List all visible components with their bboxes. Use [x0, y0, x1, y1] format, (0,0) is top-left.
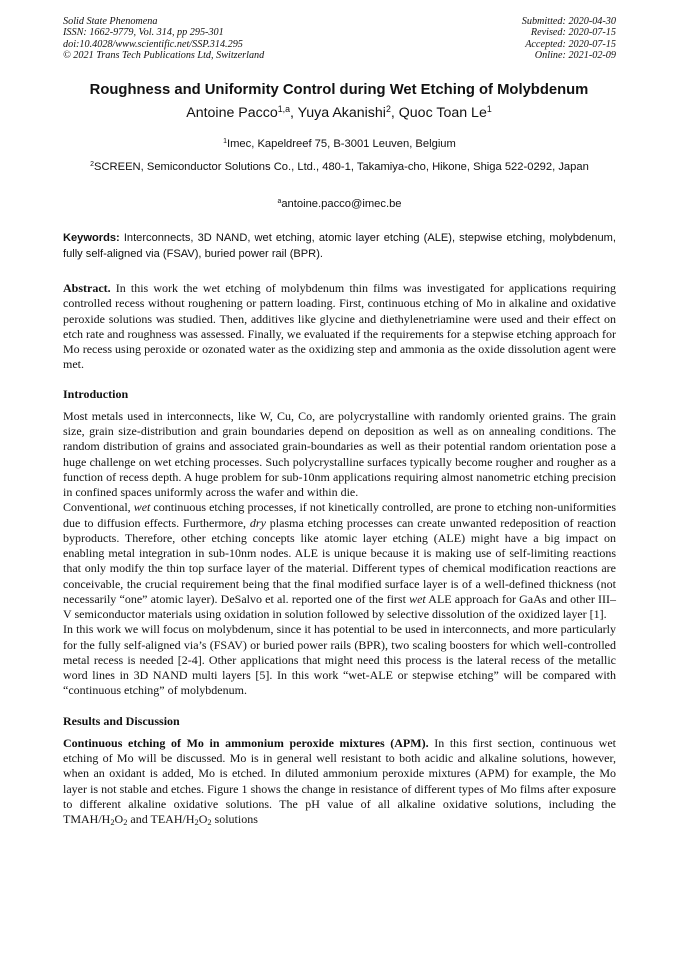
author-list: [40, 104, 638, 122]
paper-title: Roughness and Uniformity Control during Wet Etching of Molybdenum: [89, 82, 589, 98]
copyright-line: © 2021 Trans Tech Publications Ltd, Switzerland: [63, 49, 265, 61]
online-date: Online: 2021-02-09: [534, 49, 616, 61]
affiliation-mark: 2: [90, 161, 95, 169]
intro-paragraph-1: Most metals used in interconnects, like W, Cu, Co, are polycrystalline with randomly oriented grains. The grain size, grain size-distribution and grain boundaries depend on deposition as well as on annealing conditions. The random distribution of grains and associated grain-boundaries as well as their potential random orientation pose a huge challenge on wet etching processes. Such polycrystalline surfaces typically become rougher and rougher as a function of recess depth. A huge problem for sub-10nm applications requiring almost nanometric etching precision in confined spaces uniformly across the wafer and within die.: [63, 408, 616, 499]
text-run: continuous etching processes, if not kinetically controlled, are prone to etching non-uniformities due to diffusion effects. Furthermore,: [63, 500, 616, 530]
author-name: Yuya Akanishi: [297, 105, 386, 121]
intro-paragraph-2: [63, 500, 616, 622]
affiliation-text: SCREEN, Semiconductor Solutions Co., Ltd., 480-1, Takamiya-cho, Hikone, Shiga 522-0292, Japan: [94, 161, 589, 173]
submitted-date: Submitted: 2020-04-30: [521, 16, 616, 27]
spacer: [63, 402, 616, 409]
italic-run: dry: [249, 515, 266, 530]
spacer: [63, 373, 616, 387]
header-right: [522, 16, 616, 61]
author-separator: ,: [289, 105, 298, 121]
subscript: 2: [194, 818, 199, 828]
text-run: ALE approach for GaAs and other III–V semiconductor materials using oxidation in solution followed by selective dissolution of the oxidized layer [1].: [63, 591, 616, 621]
revised-date: Revised: 2020-07-15: [530, 27, 616, 39]
author-name: Antoine Pacco: [186, 105, 278, 121]
text-run: plasma etching processes can create unwanted redeposition of reaction byproducts. Therefore, other etching concepts like atomic layer etching (ALE) might have a big impact on enabling metal integration in sub-10nm nodes. ALE is unique because it is making use of self-limiting reactions that only modify the thin top surface layer of the material. Different types of chemical modification reactions are conceivable, the crucial requirement being that the final modified surface layer is of a well-defined thickness (not necessarily “one” atomic layer). DeSalvo et al. reported one of the first: [63, 515, 616, 606]
email-text: antoine.pacco@imec.be: [281, 198, 402, 210]
affiliation-1: [63, 137, 616, 152]
abstract-text: In this work the wet etching of molybdenum thin films was investigated for applications requiring controlled recess without roughening or pattern loading. First, continuous etching of Mo in alkaline and oxidative peroxide solutions was studied. Then, additives like glycine and diethylenetriamine were used and their effect on etch rate and roughness was assessed. Finally, we evaluated if the requirements for a stepwise etching approach for Mo recess using peroxide or ozonated water as the oxidizing step and ammonia as the oxide dissolution agent were met.: [63, 281, 616, 372]
italic-run: wet: [409, 591, 426, 606]
author-affiliation-mark: 2: [385, 104, 391, 115]
abstract: [63, 281, 616, 373]
affiliation-email: [63, 197, 616, 212]
doi-line: doi:10.4028/www.scientific.net/SSP.314.295: [63, 38, 243, 50]
introduction-heading: Introduction: [63, 386, 129, 401]
text-run: O: [114, 812, 124, 826]
results-paragraph-1: [63, 736, 616, 828]
author-separator: ,: [390, 105, 399, 121]
results-heading: Results and Discussion: [63, 713, 180, 728]
text-run: and TEAH/H: [127, 812, 195, 826]
subscript: 2: [207, 818, 212, 828]
text-run: solutions: [211, 812, 258, 826]
keywords-text: Interconnects, 3D NAND, wet etching, atomic layer etching (ALE), stepwise etching, molybdenum, fully self-aligned via (FSAV), buried power rail (BPR).: [63, 232, 616, 260]
spacer: [63, 729, 616, 736]
spacer: [63, 699, 616, 714]
text-run: Conventional,: [63, 500, 134, 515]
accepted-date: Accepted: 2020-07-15: [525, 38, 616, 50]
text-run: In this first section, continuous wet etching of Mo will be discussed. Mo is in general well resistant to both acidic and alkaline solutions, however, when an oxidant is added, Mo is etched. In diluted ammonium peroxide mixtures (APM) for example, the Mo layer is not stable and etches. Figure 1 shows the change in resistance of different types of Mo films after exposure to different alkaline oxidative solutions. The pH value of all alkaline oxidative solutions, including the TMAH/H: [63, 735, 616, 826]
keywords: [63, 230, 616, 262]
issn-line: ISSN: 1662-9779, Vol. 314, pp 295-301: [63, 27, 224, 39]
italic-run: wet: [133, 500, 151, 515]
affiliation-2: [70, 160, 609, 175]
affiliation-mark: 1: [223, 138, 227, 146]
journal-name: Solid State Phenomena: [63, 16, 158, 27]
text-run: O: [198, 812, 208, 826]
author-name: Quoc Toan Le: [398, 105, 487, 121]
results-lead: Continuous etching of Mo in ammonium peroxide mixtures (APM).: [63, 735, 429, 750]
author-affiliation-mark: 1,a: [277, 104, 290, 115]
intro-paragraph-3: In this work we will focus on molybdenum, since it has potential to be used in interconnects, and more particularly for the fully self-aligned via’s (FSAV) or buried power rails (BPR), two scaling boosters for which well-controlled metal recess is needed [2-4]. Other applications that might need this process is the lateral recess of the metallic word lines in 3D NAND multi layers [5]. In this work “wet-ALE or stepwise etching” will be compared with “continuous etching” of molybdenum.: [63, 622, 616, 698]
affiliation-mark: a: [277, 198, 282, 206]
subscript: 2: [110, 818, 115, 828]
paper-body: [63, 281, 616, 827]
subscript: 2: [123, 818, 128, 828]
header-left: [63, 16, 264, 61]
keywords-label: Keywords:: [63, 232, 120, 244]
author-affiliation-mark: 1: [486, 104, 492, 115]
abstract-label: Abstract.: [63, 281, 111, 295]
affiliation-text: Imec, Kapeldreef 75, B-3001 Leuven, Belgium: [226, 138, 456, 150]
